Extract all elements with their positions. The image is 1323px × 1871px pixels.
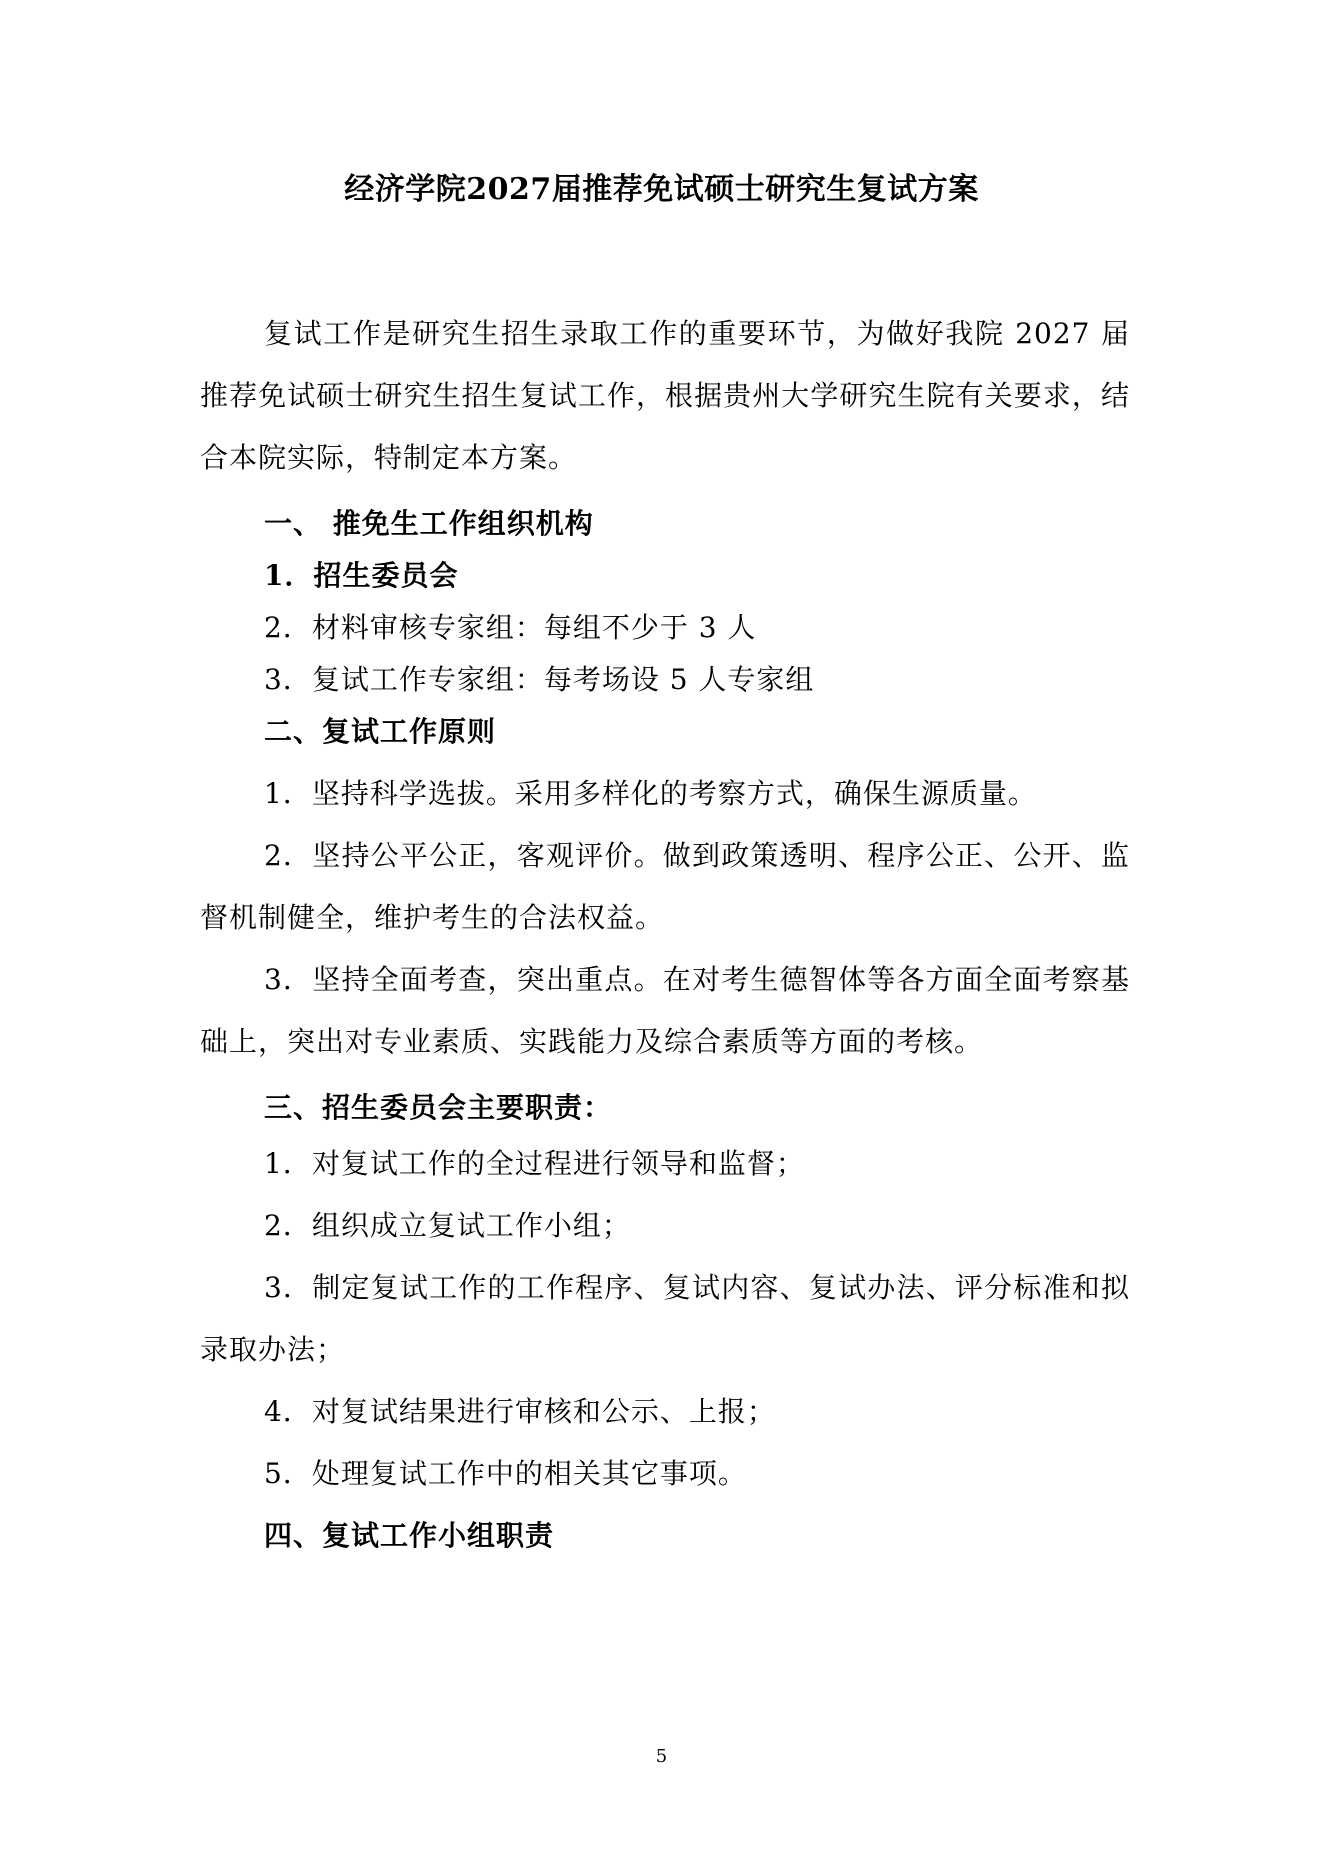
section-4-heading: 四、复试工作小组职责 — [264, 1519, 555, 1552]
section-2-heading: 二、复试工作原则 — [264, 715, 497, 748]
section-3-item-2: 2．组织成立复试工作小组； — [264, 1209, 631, 1242]
section-3-item-3: 3．制定复试工作的工作程序、复试内容、复试办法、评分标准和拟录取办法； — [200, 1271, 1130, 1366]
section-3-item-4: 4．对复试结果进行审核和公示、上报； — [264, 1395, 776, 1428]
section-2-item-1: 1．坚持科学选拔。采用多样化的考察方式，确保生源质量。 — [264, 777, 1037, 810]
document-title: 经济学院2027届推荐免试硕士研究生复试方案 — [344, 172, 979, 207]
document-body — [200, 303, 1130, 1567]
section-2-item-3: 3．坚持全面考查，突出重点。在对考生德智体等各方面全面考察基础上，突出对专业素质、实践能力及综合素质等方面的考核。 — [200, 963, 1130, 1058]
section-3-item-1: 1．对复试工作的全过程进行领导和监督； — [264, 1147, 805, 1180]
section-3-item-5: 5．处理复试工作中的相关其它事项。 — [264, 1457, 747, 1490]
page-number: 5 — [655, 1746, 668, 1767]
section-2-item-2: 2．坚持公平公正，客观评价。做到政策透明、程序公正、公开、监督机制健全，维护考生的合法权益。 — [200, 839, 1130, 934]
section-1-item-3: 3．复试工作专家组：每考场设 5 人专家组 — [264, 663, 815, 696]
section-1-item-1: 1．招生委员会 — [264, 559, 459, 592]
section-1-heading: 一、 推免生工作组织机构 — [264, 507, 594, 540]
section-1-item-2: 2．材料审核专家组：每组不少于 3 人 — [264, 611, 757, 644]
section-3-heading: 三、招生委员会主要职责： — [264, 1091, 613, 1124]
intro-paragraph: 复试工作是研究生招生录取工作的重要环节，为做好我院 2027 届推荐免试硕士研究生招生复试工作，根据贵州大学研究生院有关要求，结合本院实际，特制定本方案。 — [200, 317, 1130, 474]
